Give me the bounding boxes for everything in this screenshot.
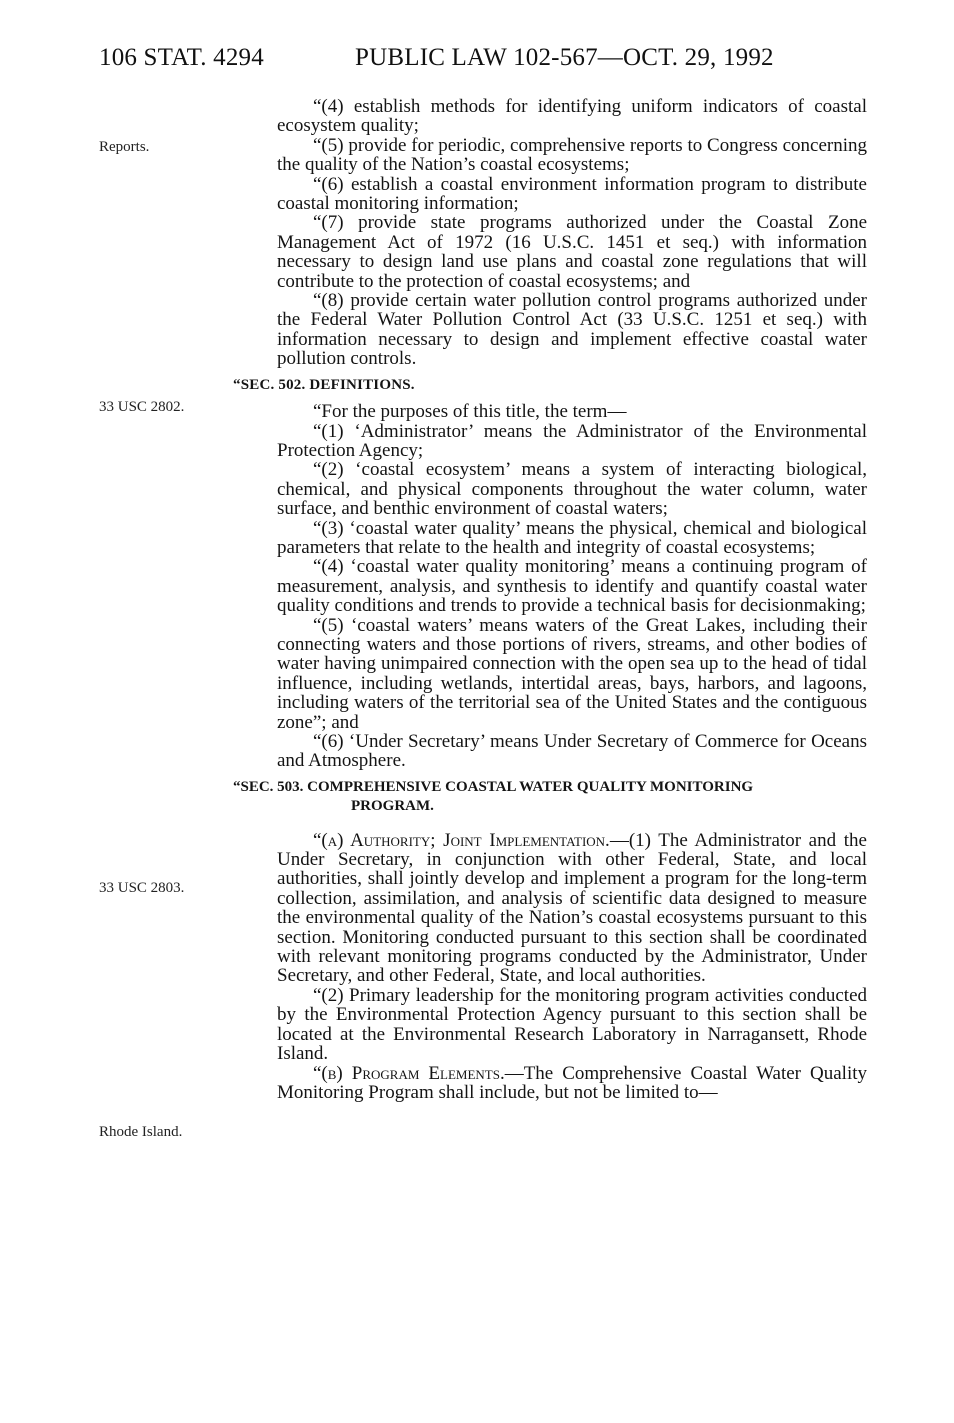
definition-3: “(3) ‘coastal water quality’ means the physical, chemical and biological parameters that relate to the health and integrity of coastal ecosystems;	[277, 517, 867, 558]
paragraph-8: “(8) provide certain water pollution control programs authorized under the Federal Water Pollution Control Act (33 U.S.C. 1251 et seq.) with information necessary to design and implement effective coastal water pollution controls.	[277, 290, 867, 370]
paragraph-6: “(6) establish a coastal environment information program to distribute coastal monitoring information;	[277, 173, 867, 215]
subsection-b-label: “(b) Program Elements.	[313, 1062, 505, 1084]
section-503-heading	[233, 778, 867, 817]
body-text	[233, 96, 867, 1103]
section-503-heading-line2: PROGRAM.	[351, 798, 434, 815]
margin-note-usc-2802: 33 USC 2802.	[99, 399, 185, 415]
definition-2: “(2) ‘coastal ecosystem’ means a system of interacting biological, chemical, and physical components throughout the water column, water surface, and benthic environment of coastal waters;	[277, 459, 867, 520]
section-502-heading: “SEC. 502. DEFINITIONS.	[233, 376, 415, 393]
paragraph-5: “(5) provide for periodic, comprehensive reports to Congress concerning the quality of the Nation’s coastal ecosystems;	[277, 134, 867, 176]
subsection-a-2: “(2) Primary leadership for the monitoring program activities conducted by the Environmental Protection Agency pursuant to this section shall be located at the Environmental Research Laboratory in Narragansett, Rhode Island.	[277, 984, 867, 1065]
subsection-b	[277, 1064, 867, 1103]
definition-1: “(1) ‘Administrator’ means the Administrator of the Environmental Protection Agency;	[277, 420, 867, 461]
public-law-title: PUBLIC LAW 102-567—OCT. 29, 1992	[355, 44, 774, 71]
paragraph-4: “(4) establish methods for identifying uniform indicators of coastal ecosystem quality;	[277, 96, 867, 137]
subsection-a-1-text: —(1) The Administrator and the Under Secretary, in conjunction with other Federal, State, and local authorities, shall jointly develop and implement a program for the long-term collection, assimilation, and analysis of scientific data designed to measure the environmental quality of the Nation’s coastal ecosystems pursuant to this section. Monitoring conducted pursuant to this section shall be coordinated with relevant monitoring programs conducted by the Administrator, Under Secretary, and other Federal, State, and local authorities.	[277, 829, 867, 987]
definition-4: “(4) ‘coastal water quality monitoring’ means a continuing program of measurement, analysis, and synthesis to identify and quantify coastal water quality conditions and trends to provide a technical basis for decisionmaking;	[277, 556, 867, 617]
margin-note-reports: Reports.	[99, 139, 150, 155]
definition-5: “(5) ‘coastal waters’ means waters of the Great Lakes, including their connecting waters and those portions of rivers, streams, and other bodies of water having unimpaired connection with the open sea up to the head of tidal influence, including wetlands, intertidal areas, bays, harbors, and lagoons, including waters of the territorial sea of the United States and the contiguous zone”; and	[277, 614, 867, 733]
statute-page-number: 106 STAT. 4294	[99, 44, 264, 71]
definitions-intro: “For the purposes of this title, the term—	[313, 401, 627, 423]
definition-6: “(6) ‘Under Secretary’ means Under Secretary of Commerce for Oceans and Atmosphere.	[277, 731, 867, 772]
paragraph-7: “(7) provide state programs authorized under the Coastal Zone Management Act of 1972 (16 U.S.C. 1451 et seq.) with information necessary to design land use plans and coastal zone regulations that will contribute to the protection of coastal ecosystems; and	[277, 212, 867, 292]
section-503-heading-line1: “SEC. 503. COMPREHENSIVE COASTAL WATER QUALITY MONITORING	[233, 778, 754, 795]
subsection-b-text: —The Comprehensive Coastal Water Quality Monitoring Program shall include, but not be limited to—	[277, 1062, 867, 1103]
subsection-a-1	[277, 831, 867, 986]
margin-note-usc-2803: 33 USC 2803.	[99, 880, 185, 896]
margin-note-rhode-island: Rhode Island.	[99, 1124, 183, 1140]
subsection-a-label: “(a) Authority; Joint Implementation.	[313, 829, 610, 851]
page-header	[99, 44, 874, 84]
